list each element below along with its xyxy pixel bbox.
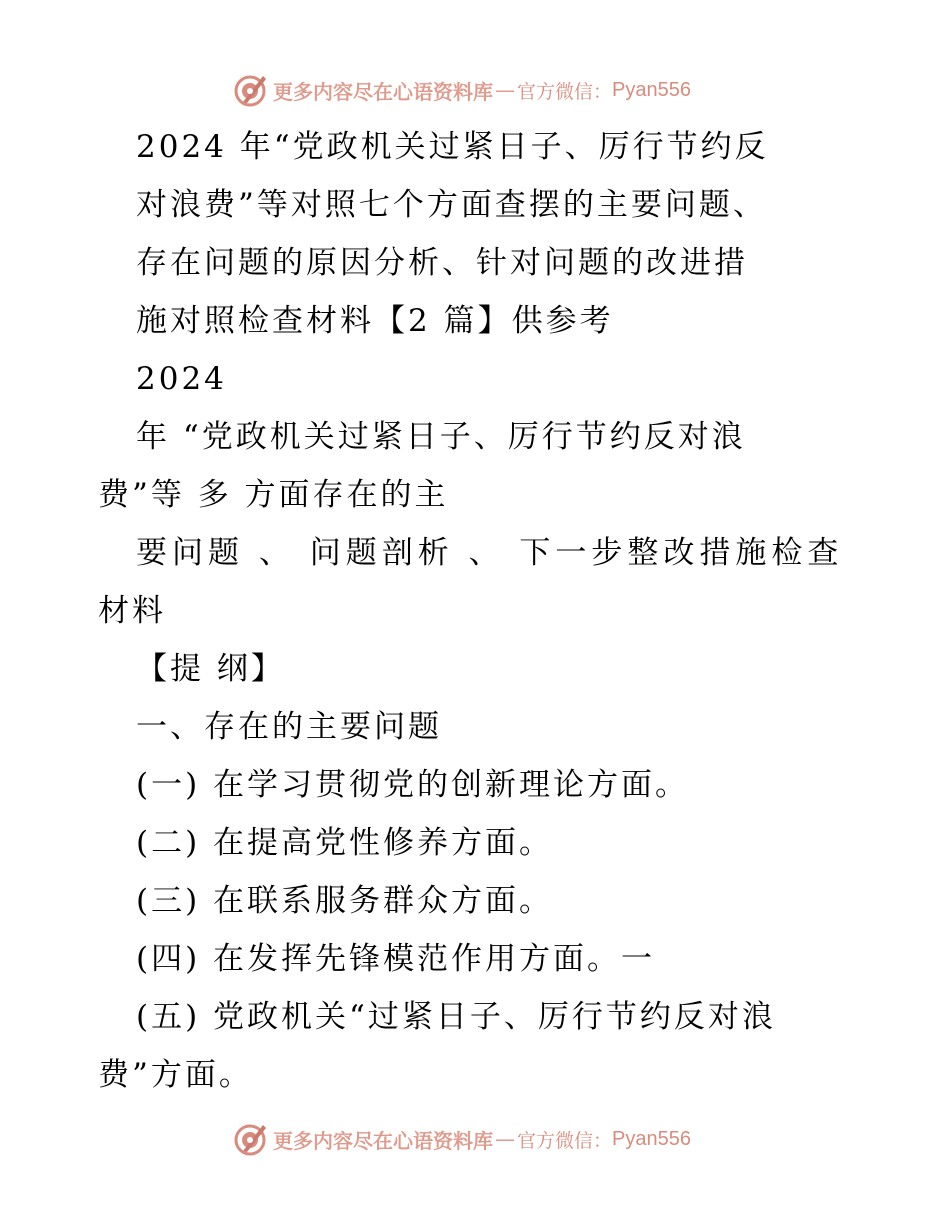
title-line-3: 存在问题的原因分析、针对问题的改进措 [136,245,748,281]
title-line-1: 2024 年“党政机关过紧日子、厉行节约反 [136,129,769,165]
watermark-wechat-label: 官方微信： [517,80,613,103]
watermark-banner-bottom [233,1121,691,1157]
outline-item-5: (五) 党政机关“过紧日子、厉行节约反对浪 [136,999,776,1035]
outline-item-4: (四) 在发挥先锋模范作用方面。一 [136,941,656,977]
quill-seal-icon [233,1121,269,1157]
watermark-text: 更多内容尽在心语资料库 [273,79,493,104]
title-line-4: 施对照检查材料【2 篇】供参考 [136,303,614,339]
quill-seal-icon [233,72,269,108]
watermark-separator: — [495,78,515,102]
subtitle-line-5: 材料 [98,593,166,629]
outline-item-1: (一) 在学习贯彻党的创新理论方面。 [136,767,690,803]
watermark-wechat-id: Pyan556 [612,1127,691,1150]
title-line-2: 对浪费”等对照七个方面查摆的主要问题、 [136,187,767,223]
watermark-wechat-label: 官方微信： [517,1129,613,1152]
watermark-text: 更多内容尽在心语资料库 [273,1128,493,1153]
watermark-separator: — [495,1127,515,1151]
outline-heading: 【提 纲】 [136,651,285,687]
subtitle-line-4: 要问题 、 问题剖析 、 下一步整改措施检查 [136,535,844,571]
outline-item-5-continued: 费”方面。 [98,1057,253,1093]
outline-item-2: (二) 在提高党性修养方面。 [136,825,554,861]
subtitle-line-3: 费”等 多 方面存在的主 [98,477,449,513]
subtitle-line-1: 2024 [136,361,227,397]
section-heading: 一、存在的主要问题 [136,709,442,745]
watermark-banner-top [233,72,691,108]
subtitle-line-2: 年 “党政机关过紧日子、厉行节约反对浪 [136,419,746,455]
watermark-wechat-id: Pyan556 [612,78,691,101]
outline-item-3: (三) 在联系服务群众方面。 [136,883,554,919]
